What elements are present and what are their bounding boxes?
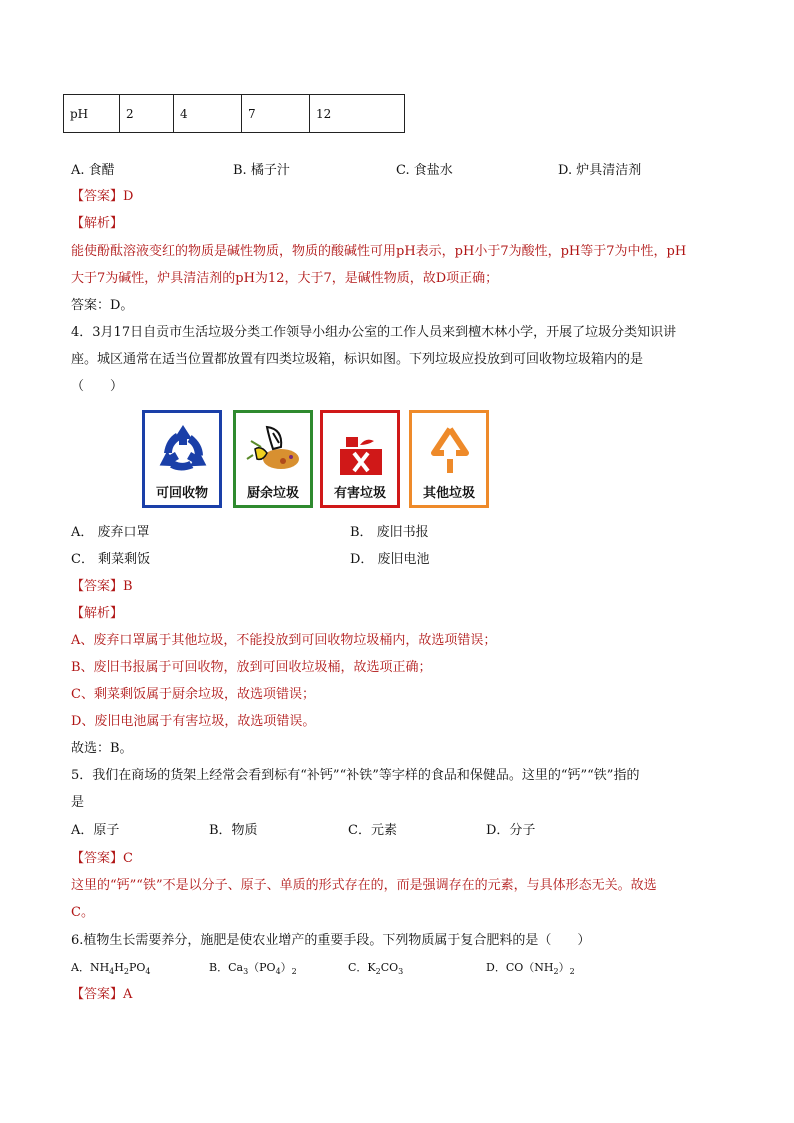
analysis-tag: 【解析】 bbox=[71, 216, 124, 231]
answer-value: D bbox=[123, 189, 134, 204]
answer-value: C bbox=[123, 851, 133, 866]
q5-option-d: D．分子 bbox=[486, 823, 536, 838]
answer-tag: 【答案】 bbox=[71, 987, 124, 1002]
table-cell: 2 bbox=[120, 95, 174, 133]
q6-answer bbox=[71, 985, 132, 1005]
q6-option-b: B．$Ca_3(PO_4)_2$ bbox=[209, 961, 297, 977]
q3-answer bbox=[71, 187, 133, 207]
q4-answer bbox=[71, 577, 133, 597]
analysis-line: D、废旧电池属于有害垃圾，故选项错误。 bbox=[71, 714, 316, 729]
table-cell: 7 bbox=[242, 95, 310, 133]
analysis-line: 大于7为碱性，炉具清洁剂的pH为12，大于7，是碱性物质，故D项正确； bbox=[71, 271, 499, 286]
hazardous-waste-sign bbox=[320, 410, 400, 508]
q5-option-a: A．原子 bbox=[71, 823, 120, 838]
food-waste-icon bbox=[243, 419, 305, 481]
sign-label: 有害垃圾 bbox=[333, 486, 386, 501]
analysis-line: 能使酚酞溶液变红的物质是碱性物质，物质的酸碱性可用pH表示，pH小于7为酸性，pH等于7为中性，pH bbox=[71, 244, 687, 259]
q5-option-c: C．元素 bbox=[348, 823, 397, 838]
recycle-icon bbox=[152, 419, 214, 481]
table-row bbox=[64, 95, 405, 133]
q4-option-c: C． 剩菜剩饭 bbox=[71, 552, 151, 567]
q5-option-b: B．物质 bbox=[209, 823, 258, 838]
answer-value: B bbox=[123, 579, 133, 594]
analysis-line: C、剩菜剩饭属于厨余垃圾，故选项错误； bbox=[71, 687, 315, 702]
q6-option-d: D．$CO(NH_2)_2$ bbox=[486, 961, 575, 977]
analysis-tag: 【解析】 bbox=[71, 606, 124, 621]
kitchen-waste-sign bbox=[233, 410, 313, 508]
q5-answer bbox=[71, 849, 133, 869]
q3-option-a: A. 食醋 bbox=[71, 163, 115, 178]
q3-option-c: C. 食盐水 bbox=[396, 163, 453, 178]
question-stem: 5．我们在商场的货架上经常会看到标有“补钙”“补铁”等字样的食品和保健品。这里的“钙”“铁”指的 bbox=[71, 768, 640, 783]
other-waste-sign bbox=[409, 410, 489, 508]
q4-option-d: D． 废旧电池 bbox=[350, 552, 430, 567]
recyclable-sign bbox=[142, 410, 222, 508]
question-stem: （ ） bbox=[71, 379, 124, 394]
hazardous-icon bbox=[330, 419, 392, 481]
other-waste-icon bbox=[419, 419, 481, 481]
question-stem: 4．3月17日自贡市生活垃圾分类工作领导小组办公室的工作人员来到檀木林小学，开展了垃圾分类知识讲 bbox=[71, 325, 677, 340]
analysis-line: A、废弃口罩属于其他垃圾，不能投放到可回收物垃圾桶内，故选项错误； bbox=[71, 633, 497, 648]
sign-label: 可回收物 bbox=[155, 486, 208, 501]
q4-option-a: A． 废弃口罩 bbox=[71, 525, 150, 540]
analysis-line: C。 bbox=[71, 905, 94, 920]
q6-option-a: A．$NH_4H_2PO_4$ bbox=[71, 961, 151, 977]
answer-tag: 【答案】 bbox=[71, 189, 124, 204]
conclusion: 故选：B。 bbox=[71, 741, 133, 756]
table-cell: 12 bbox=[310, 95, 405, 133]
analysis-line: B、废旧书报属于可回收物，放到可回收垃圾桶，故选项正确； bbox=[71, 660, 432, 675]
q4-option-b: B． 废旧书报 bbox=[350, 525, 429, 540]
sign-label: 厨余垃圾 bbox=[246, 486, 299, 501]
question-stem: 座。城区通常在适当位置都放置有四类垃圾箱，标识如图。下列垃圾应投放到可回收物垃圾箱内的是 bbox=[71, 352, 644, 367]
sign-label: 其他垃圾 bbox=[422, 486, 475, 501]
conclusion: 答案：D。 bbox=[71, 298, 134, 313]
analysis-line: 这里的“钙”“铁”不是以分子、原子、单质的形式存在的，而是强调存在的元素，与具体形态无关。故选 bbox=[71, 878, 657, 893]
ph-table bbox=[63, 94, 405, 133]
q6-option-c: C．$K_2CO_3$ bbox=[348, 961, 404, 977]
answer-tag: 【答案】 bbox=[71, 851, 124, 866]
answer-tag: 【答案】 bbox=[71, 579, 124, 594]
table-cell: 4 bbox=[174, 95, 242, 133]
q3-option-b: B. 橘子汁 bbox=[233, 163, 290, 178]
q3-option-d: D. 炉具清洁剂 bbox=[558, 163, 642, 178]
question-stem: 6.植物生长需要养分，施肥是使农业增产的重要手段。下列物质属于复合肥料的是（ ） bbox=[71, 933, 591, 948]
question-stem: 是 bbox=[71, 795, 85, 810]
table-cell: pH bbox=[64, 95, 120, 133]
answer-value: A bbox=[123, 987, 133, 1002]
